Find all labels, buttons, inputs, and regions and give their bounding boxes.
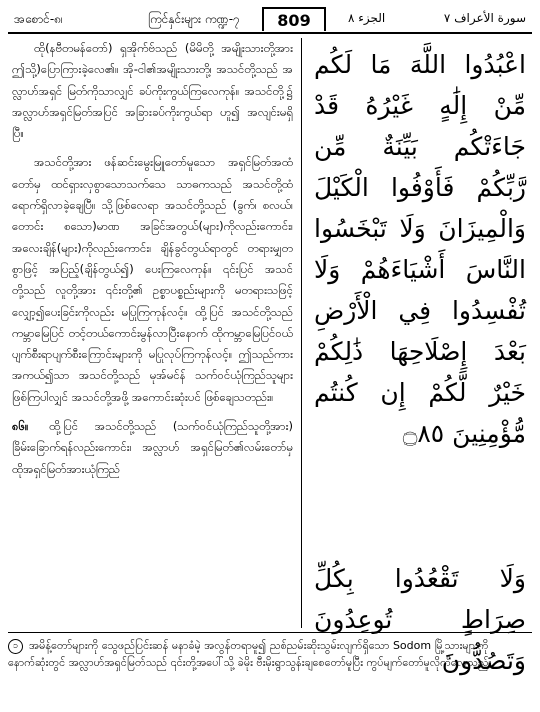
page-number: 809: [262, 7, 326, 31]
footnote-marker: ၁: [8, 639, 23, 654]
translation-paragraph: အသင်တို့အား ဖန်ဆင်းမွေးမြူတော်မူသော အရှင်မြတ်အထံတော်မှ ထင်ရှားလှစွာသောသက်သေ သာဓကသည် အသင်တို့ထံ ရောက်ရှိလာခဲ့ချေပြီ။ သို့ဖြစ်လေရာ အသင်တို့သည် (ခွက်၊ စလယ်၊ တောင်း စသော)မာဏ အခြင်အတွယ်(များ)ကိုလည်းကောင်း၊ အလေးချိန်(များ)ကိုလည်းကောင်း၊ ချိန်ခွင်တွယ်ရာတွင် တရားမျှတစွာဖြင့် အပြည့်(ချိန်တွယ်၍) ပေးကြလေကုန်။ ၎င်းပြင် အသင်တို့သည် လူတို့အား ၎င်းတို့၏ ဥစ္စာပစ္စည်းများကို မတရားသဖြင့် လျှော့၍ပေးခြင်းကိုလည်း မပြုကြကုန်လင့်။ ထို့ပြင် အသင်တို့သည် ကမ္ဘာမြေပြင် တင့်တယ်ကောင်းမွန်လာပြီးနောက် ထိုကမ္ဘာမြေပြင်ဝယ် ပျက်စီးရာပျက်စီးကြောင်းများကို မပြုလုပ်ကြကုန်လင့်။ ဤသည်ကား အကယ်၍သာ အသင်တို့သည် မုအ်မင်န် သက်ဝင်ယုံကြည်သူများ ဖြစ်ကြပါလျှင် အသင်တို့အဖို့ အကောင်းဆုံးပင် ဖြစ်ချေသတည်း။: [12, 155, 293, 404]
footnote: [8, 632, 532, 671]
arabic-column: [312, 38, 528, 675]
verse-85-arabic: اعْبُدُوا اللَّهَ مَا لَكُم مِّنْ إِلَٰهٍ غَيْرُهُ قَدْ جَاءَتْكُم بَيِّنَةٌ مِّن رَّبِّكُمْ فَأَوْفُوا الْكَيْلَ وَالْمِيزَانَ وَلَا تَبْخَسُوا النَّاسَ أَشْيَاءَهُمْ وَلَا تُفْسِدُوا فِي الْأَرْضِ بَعْدَ إِصْلَاحِهَا ذَٰلِكُمْ خَيْرٌ لَّكُمْ إِن كُنتُم مُّؤْمِنِينَ ۝٨٥: [314, 50, 526, 448]
chapter-label: ကြင်နှင်းများ ကဏ္ဍ-၇: [148, 12, 240, 26]
volume-label: အစောင်-၈၊: [14, 12, 63, 26]
page-header: [8, 8, 532, 34]
translation-paragraph: ထို(နဗီတမန်တော်) ရှအိုက်ဗ်သည် (မိမိတို့ အမျိုးသားတို့အား ဤသို့)ပြောကြားခဲ့လေ၏။ အို-ငါ၏အမျိုးသားတို့၊ အသင်တို့သည် အလ္လာဟ်အရှင် မြတ်ကိုသာလျှင် ခပ်ကိုးကွယ်ကြလေကုန်။ အသင်တို့၌ အလ္လာဟ်အရှင်မြတ်အပြင် အခြားခပ်ကိုးကွယ်ရာ ဟူ၍ အလျင်းမရှိပြီ။: [12, 41, 293, 141]
juz-label: الجزء ٨: [348, 11, 386, 25]
verse-86-translation: [12, 416, 293, 480]
verse-number: ၈၆။: [12, 419, 29, 434]
verse-86-arabic: وَلَا تَقْعُدُوا بِكُلِّ صِرَاطٍ تُوعِدُونَ وَتَصُدُّونَ: [314, 564, 526, 675]
verse-86-text: ထို့ပြင် အသင်တို့သည် (သက်ဝင်ယုံကြည်သူတို့အား) ခြိမ်းခြောက်ရန်လည်းကောင်း၊ အလ္လာဟ် အရှင်မြတ်၏လမ်းတော်မှ ထိုအရှင်မြတ်အားယုံကြည်: [12, 419, 293, 476]
surah-label: سورة الأعراف ٧: [443, 11, 526, 25]
footnote-text: အမိန့်တော်များကို သွေဖည်ပြင်းဆန် မနာခံမဲ့ အလွန်တရာမူ၍ ညစ်ညမ်းဆိုးသွမ်းလျက်ရှိသော Sodom မြို့သားများကို နောက်ဆုံးတွင် အလ္လာဟ်အရှင်မြတ်သည် ၎င်းတို့အပေါ်သို့ ခဲမိုး ဗီးမိုးရွာသွန်းချစေတော်မူပြီး ကွပ်မျက်တော်မူလိုက်လေသည်။: [8, 639, 492, 669]
translation-column: [12, 38, 302, 628]
